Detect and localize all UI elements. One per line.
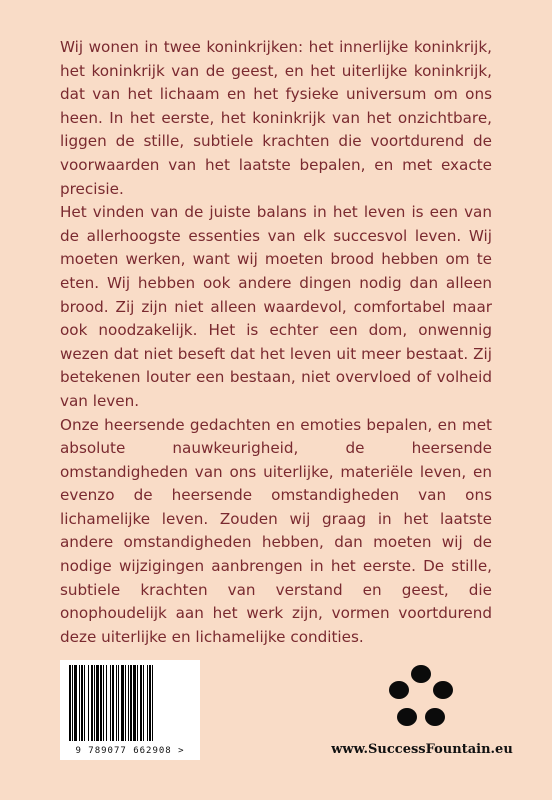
- isbn-barcode: [60, 660, 200, 760]
- flower-logo-icon: [386, 662, 456, 732]
- paragraph-3: Onze heersende gedachten en emoties bepalen, en met absolute nauwkeurigheid, de heersende omstandigheden van ons uiterlijke, materiële leven, en evenzo de heersende omstandigheden van ons lichamelijke leven. Zouden wij graag in het laatste andere omstandigheden hebben, dan moeten wij de nodige wijzigingen aanbrengen in het eerste. De stille, subtiele krachten van verstand en geest, die onophoudelijk aan het werk zijn, vormen voortdurend deze uiterlijke en lichamelijke condities.: [60, 415, 492, 646]
- paragraph-2: Het vinden van de juiste balans in het leven is een van de allerhoogste essenties van elk succesvol leven. Wij moeten werken, want wij moeten brood hebben om te eten. Wij hebben ook andere dingen nodig dan alleen brood. Zij zijn niet alleen waardevol, comfortabel maar ook noodzakelijk. Het is echter een dom, onwennig wezen dat niet beseft dat het leven uit meer bestaat. Zij betekenen louter een bestaan, niet overvloed of volheid van leven.: [60, 203, 492, 410]
- barcode-bars: [63, 663, 197, 743]
- back-cover-text: [60, 36, 492, 649]
- barcode-digits: 9 789077 662908 >: [75, 746, 185, 756]
- paragraph-1: Wij wonen in twee koninkrijken: het innerlijke koninkrijk, het koninkrijk van de geest, en het uiterlijke koninkrijk, dat van het lichaam en het fysieke universum om ons heen. In het eerste, het koninkrijk van het onzichtbare, liggen de stille, subtiele krachten die voortdurend de voorwaarden van het laatste bepalen, en met exacte precisie.: [60, 38, 492, 198]
- website-url: www.SuccessFountain.eu: [331, 742, 513, 757]
